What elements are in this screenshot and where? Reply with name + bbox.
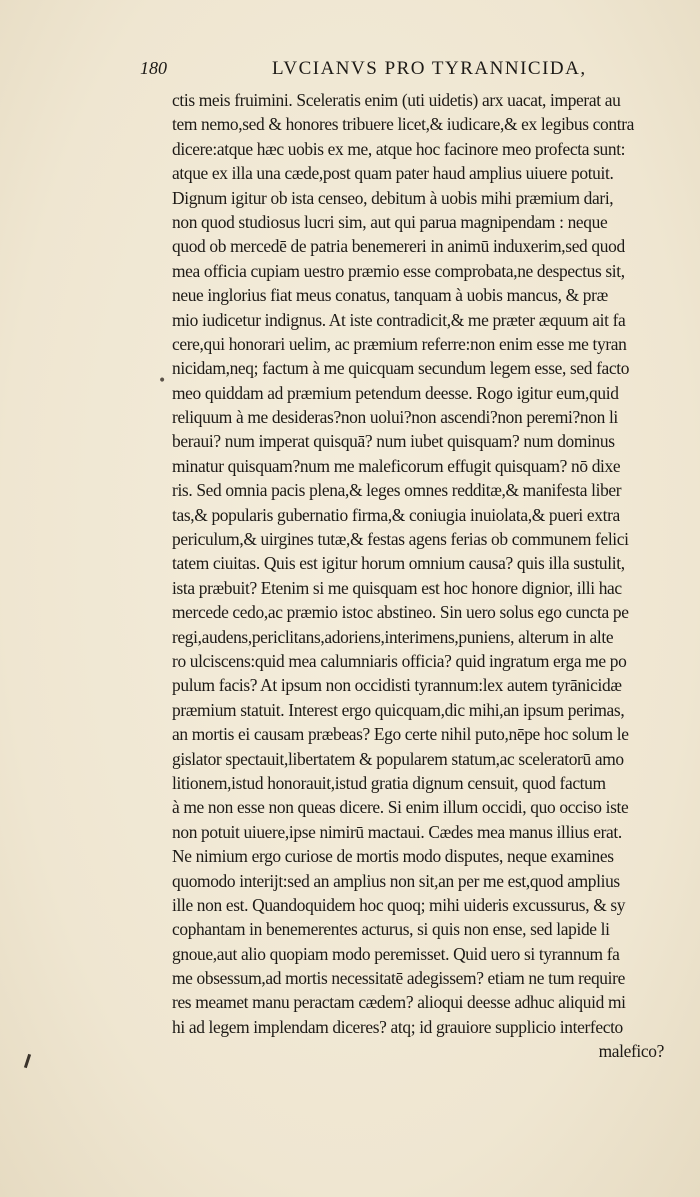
text-line: tem nemo,sed & honores tribuere licet,& iudicare,& ex legibus contra bbox=[172, 114, 635, 135]
text-line: reliquum à me desideras?non uolui?non ascendi?non peremi?non li bbox=[172, 407, 618, 428]
text-line: ctis meis fruimini. Sceleratis enim (uti uidetis) arx uacat, imperat au bbox=[172, 90, 621, 110]
text-line: beraui? num imperat quisquā? num iubet quisquam? num dominus bbox=[172, 431, 615, 452]
text-line: regi,audens,periclitans,adoriens,interimens,puniens, alterum in alte bbox=[172, 626, 614, 647]
text-line: dicere:atque hæc uobis ex me, atque hoc facinore meo profecta sunt: bbox=[172, 138, 626, 159]
text-line: ro ulciscens:quid mea calumniaris officia? quid ingratum erga me po bbox=[172, 650, 627, 671]
text-line: an mortis ei causam præbeas? Ego certe nihil puto,nēpe hoc solum le bbox=[172, 724, 629, 745]
text-line: à me non esse non queas dicere. Si enim illum occidi, quo occiso iste bbox=[172, 797, 629, 818]
text-line: ille non est. Quandoquidem hoc quoq; mihi uideris excussurus, & sy bbox=[172, 894, 626, 915]
text-line: cophantam in benemerentes acturus, si quis non ense, sed lapide li bbox=[172, 919, 610, 940]
text-line: Ne nimium ergo curiose de mortis modo disputes, neque examines bbox=[172, 846, 614, 867]
text-line: pulum facis? At ipsum non occidisti tyrannum:lex autem tyrānicidæ bbox=[172, 675, 622, 696]
text-line: non potuit uiuere,ipse nimirū mactaui. Cædes mea manus illius erat. bbox=[172, 821, 622, 842]
page-number: 180 bbox=[140, 58, 167, 78]
text-line: tas,& popularis gubernatio firma,& coniugia inuiolata,& pueri extra bbox=[172, 504, 620, 525]
text-line: neue inglorius fiat meus conatus, tanquam à uobis mancus, & præ bbox=[172, 285, 608, 306]
text-line: hi ad legem implendam diceres? atq; id grauiore supplicio interfecto bbox=[172, 1016, 623, 1037]
text-line: mio iudicetur indignus. At iste contradicit,& me præter æquum ait fa bbox=[172, 309, 626, 330]
stray-ink-mark bbox=[24, 1054, 31, 1068]
text-line: mercede cedo,ac præmio istoc abstineo. Sin uero solus ego cuncta pe bbox=[172, 602, 629, 623]
text-line: Dignum igitur ob ista censeo, debitum à uobis mihi præmium dari, bbox=[172, 187, 614, 208]
running-title: LVCIANVS PRO TYRANNICIDA, bbox=[272, 58, 587, 79]
text-line: nicidam,neq; factum à me quicquam secundum legem esse, sed facto bbox=[172, 358, 630, 379]
running-head bbox=[140, 58, 680, 84]
text-line: malefico? bbox=[598, 1041, 664, 1062]
text-line: quomodo interijt:sed an amplius non sit,an per me est,quod amplius bbox=[172, 870, 620, 891]
text-line: præmium statuit. Interest ergo quicquam,dic mihi,an ipsum perimas, bbox=[172, 699, 625, 720]
text-line: minatur quisquam?num me maleficorum effugit quisquam? nō dixe bbox=[172, 455, 621, 476]
text-line: quod ob mercedē de patria benemereri in animū induxerim,sed quod bbox=[172, 236, 625, 257]
text-line: me obsessum,ad mortis necessitatē adegissem? etiam ne tum require bbox=[172, 968, 625, 989]
text-line: cere,qui honorari uelim, ac præmium referre:non enim esse me tyran bbox=[172, 333, 627, 354]
text-line: ista præbuit? Etenim si me quisquam est hoc honore dignior, illi hac bbox=[172, 577, 622, 598]
text-line: periculum,& uirgines tutæ,& festas agens ferias ob communem felici bbox=[172, 529, 629, 550]
text-line: mea officia cupiam uestro præmio esse comprobata,ne despectus sit, bbox=[172, 260, 625, 281]
text-line: ris. Sed omnia pacis plena,& leges omnes redditæ,& manifesta liber bbox=[172, 480, 622, 501]
text-line: non quod studiosus lucri sim, aut qui parua magnipendam : neque bbox=[172, 211, 608, 232]
text-line: gnoue,aut alio quopiam modo peremisset. Quid uero si tyrannum fa bbox=[172, 943, 620, 964]
text-line: litionem,istud honorauit,istud gratia dignum censuit, quod factum bbox=[172, 772, 606, 793]
text-line: meo quiddam ad præmium petendum deesse. Rogo igitur eum,quid bbox=[172, 382, 619, 403]
text-block bbox=[172, 88, 684, 1064]
text-line: res meamet manu peractam cædem? alioqui deesse adhuc aliquid mi bbox=[172, 992, 626, 1013]
text-line: atque ex illa una cæde,post quam pater haud amplius uiuere potuit. bbox=[172, 163, 614, 184]
margin-mark-dot: • bbox=[158, 373, 167, 389]
text-line: gislator spectauit,libertatem & popularem statum,ac sceleratorū amo bbox=[172, 748, 624, 769]
text-line: tatem ciuitas. Quis est igitur horum omnium causa? quis illa sustulit, bbox=[172, 553, 625, 574]
